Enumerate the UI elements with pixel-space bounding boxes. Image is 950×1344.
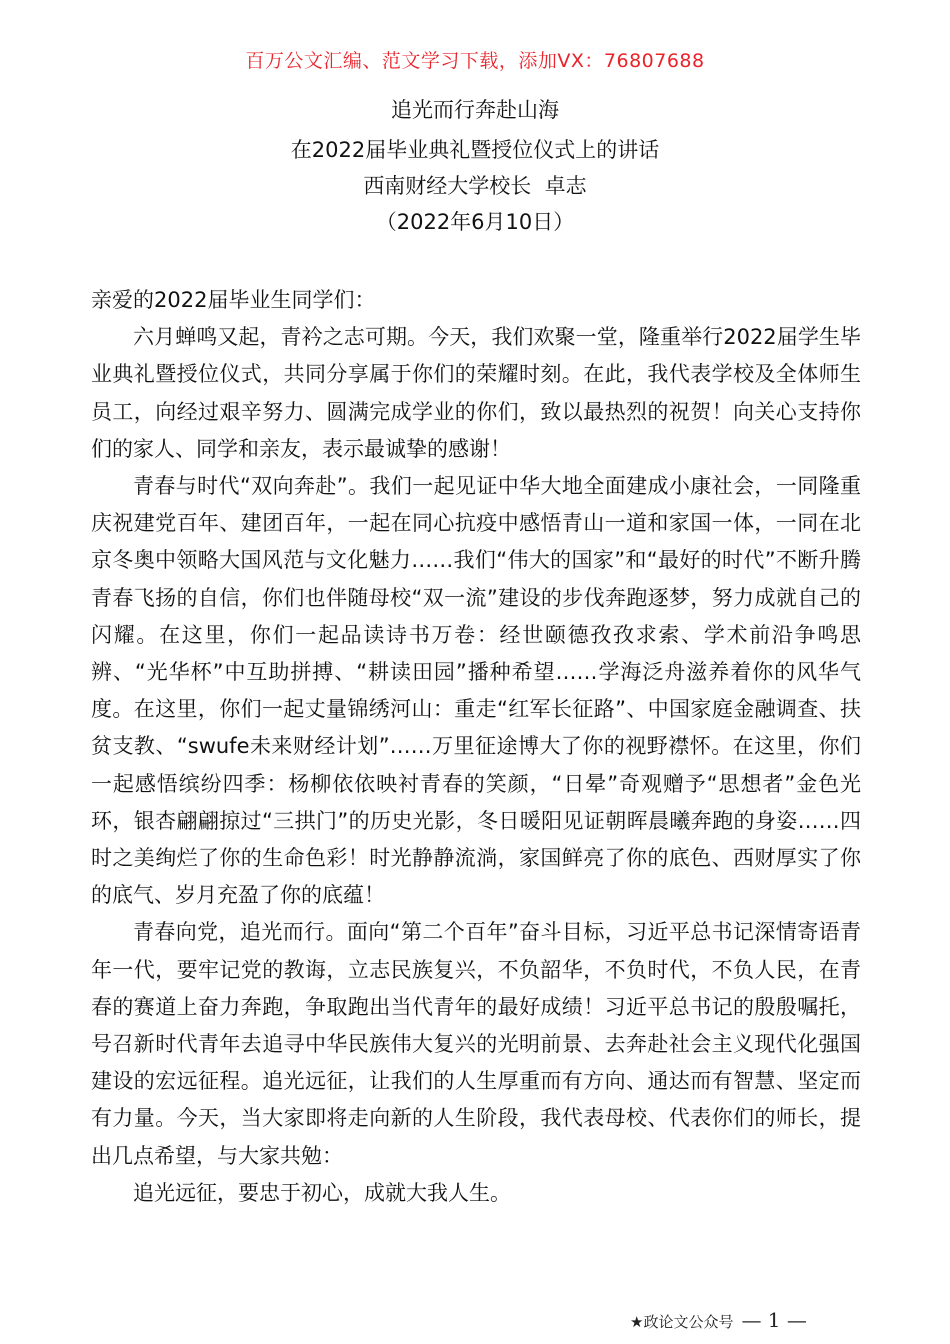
paragraph-3: 青春向党，追光而行。面向“第二个百年”奋斗目标，习近平总书记深情寄语青年一代，要牢记党的教诲，立志民族复兴，不负韶华，不负时代，不负人民，在青春的赛道上奋力奔跑，争取跑出当代青年的最好成绩！习近平总书记的殷殷嘱托，号召新时代青年去追寻中华民族伟大复兴的光明前景、去奔赴社会主义现代化强国建设的宏远征程。追光远征，让我们的人生厚重而有方向、通达而有智慧、坚定而有力量。今天，当大家即将走向新的人生阶段，我代表母校、代表你们的师长，提出几点希望，与大家共勉：	[91, 920, 861, 1168]
promo-banner: 百万公文汇编、范文学习下载，添加VX：76807688	[245, 50, 705, 72]
salutation: 亲爱的2022届毕业生同学们：	[91, 288, 376, 312]
paragraph-4: 追光远征，要忠于初心，成就大我人生。	[133, 1180, 511, 1205]
speaker-line: 西南财经大学校长 卓志	[363, 174, 587, 198]
paragraph-1: 六月蝉鸣又起，青衿之志可期。今天，我们欢聚一堂，隆重举行2022届学生毕业典礼暨授位仪式，共同分享属于你们的荣耀时刻。在此，我代表学校及全体师生员工，向经过艰辛努力、圆满完成学业的你们，致以最热烈的祝贺！向关心支持你们的家人、同学和亲友，表示最诚挚的感谢！	[91, 325, 861, 461]
speech-subtitle: 在2022届毕业典礼暨授位仪式上的讲话	[290, 138, 660, 162]
speech-body	[91, 282, 861, 1212]
footer-source: ★政论文公众号	[630, 1313, 734, 1331]
speech-title: 追光而行奔赴山海	[391, 98, 559, 122]
page-footer	[630, 1308, 870, 1332]
page-number: — 1 —	[741, 1308, 807, 1332]
speech-date: （2022年6月10日）	[375, 210, 575, 234]
paragraph-2: 青春与时代“双向奔赴”。我们一起见证中华大地全面建成小康社会，一同隆重庆祝建党百年、建团百年，一起在同心抗疫中感悟青山一道和家国一体，一同在北京冬奥中领略大国风范与文化魅力……我们“伟大的国家”和“最好的时代”不断升腾青春飞扬的自信，你们也伴随母校“双一流”建设的步伐奔跑逐梦，努力成就自己的闪耀。在这里，你们一起品读诗书万卷：经世颐德孜孜求索、学术前沿争鸣思辨、“光华杯”中互助拼搏、“耕读田园”播种希望……学海泛舟滋养着你的风华气度。在这里，你们一起丈量锦绣河山：重走“红军长征路”、中国家庭金融调查、扶贫支教、“swufe未来财经计划”……万里征途博大了你的视野襟怀。在这里，你们一起感悟缤纷四季：杨柳依依映衬青春的笑颜，“日晕”奇观赠予“思想者”金色光环，银杏翩翩掠过“三拱门”的历史光影，冬日暖阳见证朝晖晨曦奔跑的身姿……四时之美绚烂了你的生命色彩！时光静静流淌，家国鲜亮了你的底色、西财厚实了你的底气、岁月充盈了你的底蕴！	[91, 474, 861, 908]
